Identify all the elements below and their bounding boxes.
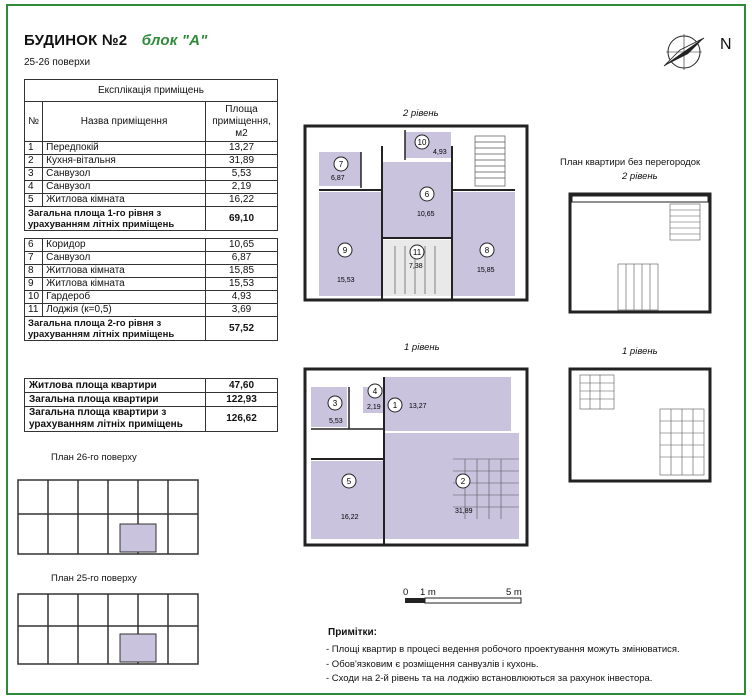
svg-text:4: 4	[372, 387, 378, 396]
table-row: Загальна площа квартири з урахуванням літніх приміщень 126,62	[25, 407, 278, 432]
scale-zero: 0	[403, 587, 409, 598]
level1-plan	[305, 369, 527, 545]
svg-text:15,53: 15,53	[337, 277, 355, 284]
level1-label: 1 рівень	[404, 342, 440, 353]
svg-text:16,22: 16,22	[341, 514, 359, 521]
note-item: - Обов'язковим є розміщення санвузлів і кухонь.	[326, 659, 539, 670]
table-row: 8 Житлова кімната 15,85	[25, 265, 278, 278]
level2-label: 2 рівень	[403, 108, 439, 119]
block-label: блок "А"	[141, 32, 208, 49]
room-2	[385, 433, 519, 539]
level2-plan	[305, 126, 527, 300]
notes-title: Примітки:	[328, 627, 377, 638]
svg-text:10,65: 10,65	[417, 211, 435, 218]
table-row: 10 Гардероб 4,93	[25, 291, 278, 304]
floor26-label: План 26-го поверху	[51, 452, 137, 463]
scale-five: 5 m	[506, 587, 522, 598]
col-name-header: Назва приміщення	[43, 102, 206, 142]
svg-text:4,93: 4,93	[433, 149, 447, 156]
table-row: 2 Кухня-вітальня 31,89	[25, 155, 278, 168]
apartment-highlight-25	[120, 634, 156, 662]
table-row: 3 Санвузол 5,53	[25, 168, 278, 181]
scale-one: 1 m	[420, 587, 436, 598]
svg-text:5,53: 5,53	[329, 418, 343, 425]
table-row: 6 Коридор 10,65	[25, 239, 278, 252]
svg-text:9: 9	[342, 246, 348, 255]
floor25-label: План 25-го поверху	[51, 573, 137, 584]
note-item: - Сходи на 2-й рівень та на лоджію встановлюються за рахунок інвестора.	[326, 673, 653, 684]
svg-text:2: 2	[460, 477, 466, 486]
svg-text:11: 11	[412, 248, 422, 257]
svg-text:13,27: 13,27	[409, 403, 427, 410]
table-row: 5 Житлова кімната 16,22	[25, 194, 278, 207]
level1-total-row: Загальна площа 1-го рівня з урахуванням літніх приміщень 69,10	[25, 207, 278, 231]
col-num-header: №	[25, 102, 43, 142]
svg-text:7,38: 7,38	[409, 263, 423, 270]
room-6	[383, 162, 451, 238]
svg-text:5: 5	[346, 477, 352, 486]
svg-text:6,87: 6,87	[331, 175, 345, 182]
np-level1-plan	[570, 369, 710, 481]
explication-table	[24, 79, 278, 341]
explication-title: Експлікація приміщень	[25, 80, 278, 102]
table-row: 1 Передпокій 13,27	[25, 142, 278, 155]
np-level2-plan	[570, 194, 710, 312]
compass-icon	[660, 30, 720, 80]
table-row: 9 Житлова кімната 15,53	[25, 278, 278, 291]
np-level1-label: 1 рівень	[622, 346, 658, 357]
svg-text:10: 10	[417, 138, 427, 147]
note-item: - Площі квартир в процесі ведення робочого проектування можуть змінюватися.	[326, 644, 680, 655]
np-level2-label: 2 рівень	[622, 171, 658, 182]
table-row: Загальна площа квартири 122,93	[25, 393, 278, 407]
apartment-highlight-26	[120, 524, 156, 552]
totals-table	[24, 378, 278, 432]
svg-text:8: 8	[484, 246, 490, 255]
no-partitions-title: План квартири без перегородок	[560, 157, 701, 168]
svg-text:15,85: 15,85	[477, 267, 495, 274]
scale-bar	[405, 598, 525, 608]
floors-label: 25-26 поверхи	[24, 57, 91, 68]
compass	[660, 30, 732, 85]
north-label: N	[720, 36, 732, 53]
svg-text:6: 6	[424, 190, 430, 199]
svg-text:2,19: 2,19	[367, 404, 381, 411]
floor26-plan	[8, 470, 208, 560]
svg-text:3: 3	[332, 399, 338, 408]
page-title	[24, 32, 208, 49]
room-5	[311, 461, 383, 539]
table-row: 11 Лоджія (к=0,5) 3,69	[25, 304, 278, 317]
level2-total-row: Загальна площа 2-го рівня з урахуванням літніх приміщень 57,52	[25, 317, 278, 341]
building-title: БУДИНОК №2	[24, 32, 128, 49]
svg-text:31,89: 31,89	[455, 508, 473, 515]
col-area-header: Площа приміщення, м2	[206, 102, 278, 142]
table-row: Житлова площа квартири 47,60	[25, 379, 278, 393]
room-1	[385, 377, 511, 431]
table-row: 7 Санвузол 6,87	[25, 252, 278, 265]
svg-text:1: 1	[392, 401, 398, 410]
table-row: 4 Санвузол 2,19	[25, 181, 278, 194]
floor25-plan	[8, 588, 208, 668]
svg-text:7: 7	[338, 160, 344, 169]
